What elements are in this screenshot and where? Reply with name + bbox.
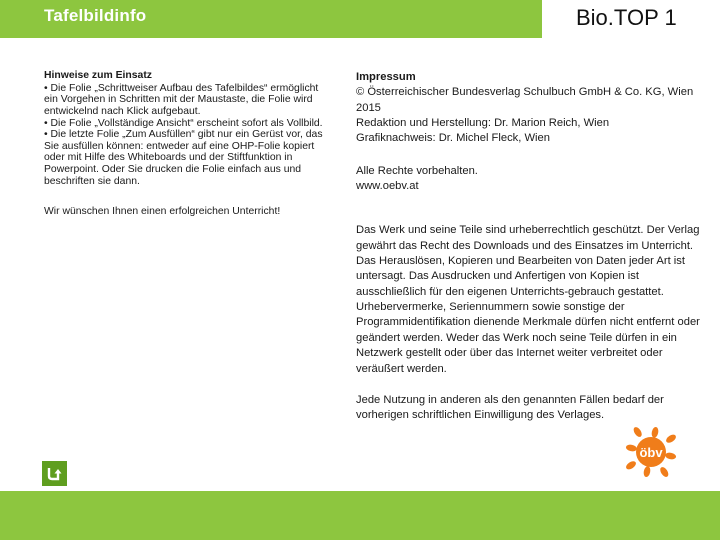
imprint-heading: Impressum <box>356 71 416 83</box>
oebv-logo <box>623 423 679 479</box>
usage-notice: Jede Nutzung in anderen als den genannten Fällen bedarf der vorherigen schriftlichen Einwilligung des Verlages. <box>356 393 664 422</box>
usage-notes <box>44 70 329 228</box>
legal-notice: Das Werk und seine Teile sind urheberrechtlich geschützt. Der Verlag gewährt das Recht des Downloads und des Einsatzes im Unterricht. Das Herauslösen, Kopieren und Bearbeiten von Daten jeder Art ist untersagt. Das Ausdrucken und Anfertigen von Kopien ist ausschließlich für den eigenen Unterrichts-gebrauch gestattet. Urhebervermerke, Seriennummern sowie sonstige der Programmidentifikation dienende Merkmale dürfen nicht entfernt oder geändert werden. Weder das Werk noch seine Teile dürfen in ein Netzwerk gestellt oder über das Internet weiter verbreitet oder veräußert werden. <box>356 224 700 375</box>
imprint-line: Redaktion und Herstellung: Dr. Marion Reich, Wien <box>356 117 610 130</box>
rights-notice: Alle Rechte vorbehalten. <box>356 164 478 177</box>
page-title: Tafelbildinfo <box>44 6 147 25</box>
oebv-logo-graphic <box>623 423 679 479</box>
logo-text: öbv <box>639 445 663 460</box>
imprint-line: © Österreichischer Bundesverlag Schulbuch GmbH & Co. KG, Wien 2015 <box>356 86 694 114</box>
logo-petal <box>632 426 643 439</box>
notes-heading: Hinweise zum Einsatz <box>44 70 152 81</box>
return-arrow-icon <box>46 465 63 482</box>
logo-petal <box>665 433 678 444</box>
notes-bullet: • Die Folie „Vollständige Ansicht“ erscheint sofort als Vollbild. <box>44 117 323 129</box>
logo-petal <box>665 452 677 460</box>
notes-closing: Wir wünschen Ihnen einen erfolgreichen Unterricht! <box>44 206 281 218</box>
footer-bar <box>0 491 720 540</box>
logo-petal <box>659 466 670 479</box>
imprint-line: Grafiknachweis: Dr. Michel Fleck, Wien <box>356 132 550 145</box>
logo-petal <box>651 426 659 438</box>
imprint <box>356 70 701 424</box>
product-title: Bio.TOP 1 <box>576 5 677 30</box>
logo-petal <box>625 460 638 471</box>
back-button[interactable] <box>42 461 67 486</box>
logo-petal <box>625 444 637 452</box>
notes-bullet: • Die Folie „Schrittweiser Aufbau des Tafelbildes“ ermöglicht ein Vorgehen in Schritten mit der Maustaste, die Folie wird entwickelnd nach Klick aufgebaut. <box>44 82 319 117</box>
logo-petal <box>643 466 651 478</box>
website-link[interactable]: www.oebv.at <box>356 180 419 193</box>
notes-bullet: • Die letzte Folie „Zum Ausfüllen“ gibt nur ein Gerüst vor, das Sie ausfüllen können: entweder auf eine OHP-Folie kopiert oder mit Hilfe des Whiteboards und der Stiftfunktion in Powerpoint. Oder Sie drucken die Folie einfach aus und beschriften sie dann. <box>44 129 323 187</box>
